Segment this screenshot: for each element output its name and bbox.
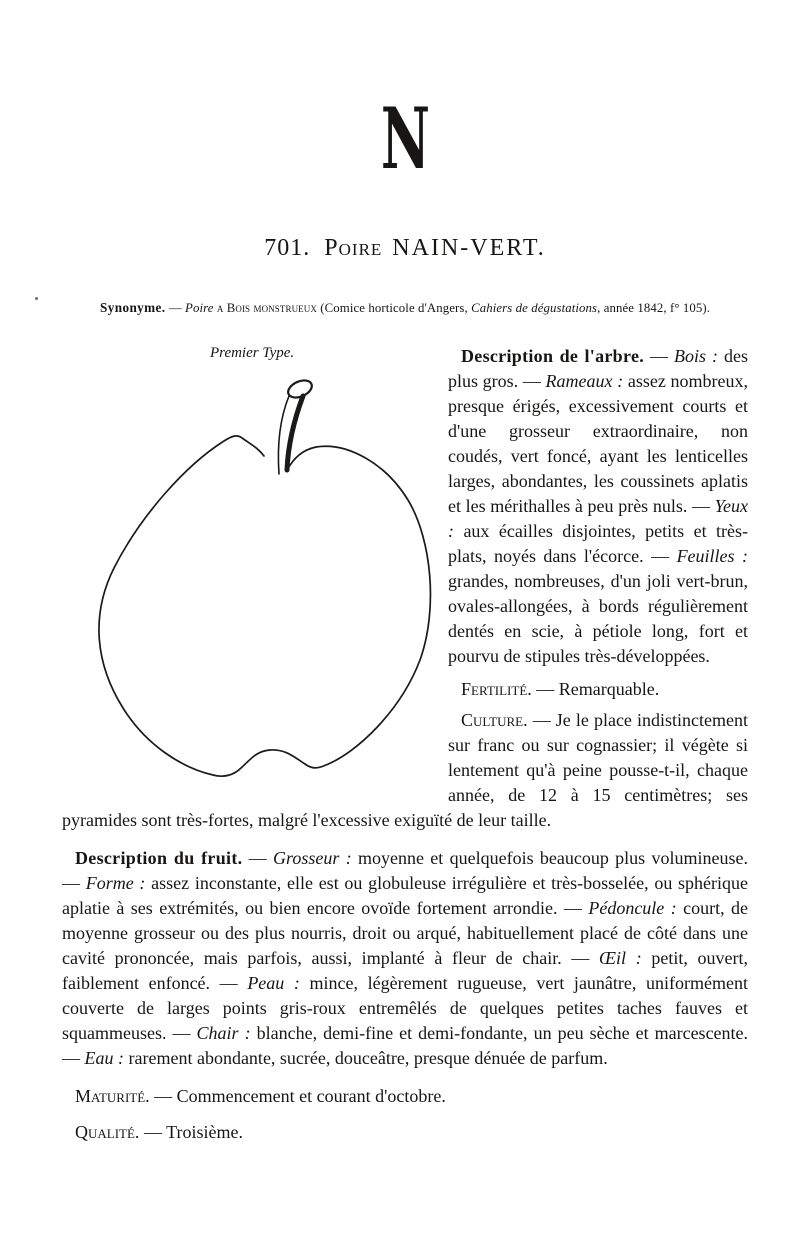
tree-feuilles-label: Feuilles : bbox=[676, 546, 749, 566]
synonym-species: Poire bbox=[185, 301, 214, 315]
fruit-oeil-label: Œil : bbox=[599, 948, 642, 968]
fruit-grosseur-label: Grosseur : bbox=[273, 848, 352, 868]
main-flow bbox=[62, 344, 748, 1145]
fruit-pedoncule-label: Pédoncule : bbox=[588, 898, 677, 918]
variety-name: NAIN-VERT. bbox=[392, 235, 546, 261]
fertility-label: Fertilité. bbox=[461, 679, 532, 699]
fruit-chair-label: Chair : bbox=[196, 1023, 251, 1043]
fruit-peau-text: mince, légèrement rugueuse, vert jaunâtre, uniformément couverte de larges points gris-roux entremêlés de quelques petites taches fauves et squammeuses. — bbox=[62, 973, 748, 1043]
tree-yeux-label: Yeux : bbox=[448, 496, 748, 541]
synonym-name: a Bois monstrueux bbox=[216, 301, 317, 315]
fertility-text: Remarquable. bbox=[558, 679, 660, 699]
culture-text: Je le place indistinctement sur franc ou sur cognassier; il végète si lentement qu'à peine pousse-t-il, chaque année, de 12 à 15 centimètres; ses pyramides sont très-fortes, malgré l'excessive exiguïté de leur taille. bbox=[62, 710, 748, 830]
fruit-forme-label: Forme : bbox=[85, 873, 146, 893]
fruit-description bbox=[62, 846, 748, 1071]
pear-illustration bbox=[86, 370, 438, 798]
tree-bois-label: Bois : bbox=[674, 346, 719, 366]
fruit-oeil-text: petit, ouvert, faiblement enfoncé. — bbox=[62, 948, 748, 993]
quality-line bbox=[62, 1120, 748, 1145]
fruit-heading: Description du fruit. bbox=[75, 848, 243, 868]
tree-bois-text: des plus gros. — bbox=[448, 346, 749, 391]
species-name: Poire bbox=[324, 235, 383, 261]
culture-label: Culture. bbox=[461, 710, 528, 730]
figure-caption: Premier Type. bbox=[210, 345, 295, 361]
fruit-peau-label: Peau : bbox=[247, 973, 300, 993]
quality-text: Troisième. bbox=[166, 1122, 243, 1142]
fruit-pedoncule-text: court, de moyenne grosseur ou des plus nourris, droit ou arqué, habituellement placé de côté dans une cavité prononcée, mais parfois, aussi, implanté à fleur de chair. — bbox=[62, 898, 749, 968]
dash: — bbox=[532, 710, 551, 730]
quality-label: Qualité. bbox=[75, 1122, 140, 1142]
synonym-source: (Comice horticole d'Angers, bbox=[320, 301, 468, 315]
pear-outline bbox=[99, 436, 431, 776]
dash: — bbox=[248, 848, 267, 868]
synonym-source-tail: année 1842, f° 105). bbox=[603, 301, 710, 315]
maturity-text: Commencement et courant d'octobre. bbox=[176, 1086, 446, 1106]
section-letter bbox=[62, 0, 748, 188]
tree-rameaux-label: Rameaux : bbox=[545, 371, 624, 391]
dash: — bbox=[536, 679, 555, 699]
page-title bbox=[62, 234, 748, 262]
tree-rameaux-text: assez nombreux, presque érigés, excessivement courts et d'une grosseur extraordinaire, non coudés, vert foncé, ayant les lenticelles larges, abondantes, les coussinets aplatis et les mérithalles à peu près nuls. — bbox=[448, 371, 749, 516]
synonym-line bbox=[62, 298, 748, 318]
tree-heading: Description de l'arbre. bbox=[461, 346, 645, 366]
scan-speck-icon bbox=[35, 297, 38, 300]
tree-feuilles-text: grandes, nombreuses, d'un joli vert-brun, ovales-allongées, à bords régulièrement dentés en scie, à pétiole long, fort et pourvu de stipules très-développées. bbox=[448, 571, 748, 666]
pear-figure bbox=[62, 344, 448, 798]
maturity-label: Maturité. bbox=[75, 1086, 150, 1106]
fruit-eau-text: rarement abondante, sucrée, douceâtre, presque dénuée de parfum. bbox=[128, 1048, 608, 1068]
maturity-line bbox=[62, 1084, 748, 1109]
dash: — bbox=[154, 1086, 173, 1106]
entry-number: 701. bbox=[264, 235, 311, 261]
synonym-source-title: Cahiers de dégustations, bbox=[471, 301, 601, 315]
section-letter-glyph: N bbox=[380, 89, 430, 188]
dash: — bbox=[143, 1122, 162, 1142]
tree-yeux-text: aux écailles disjointes, petits et très-plats, noyés dans l'écorce. — bbox=[448, 521, 749, 566]
fruit-eau-label: Eau : bbox=[84, 1048, 124, 1068]
synonym-label: Synonyme. bbox=[99, 300, 166, 315]
dash: — bbox=[650, 346, 669, 366]
fruit-forme-text: assez inconstante, elle est ou globuleuse irrégulière et très-bosselée, ou sphérique aplatie à ses extrémités, ou bien encore ovoïde fortement arrondie. — bbox=[62, 873, 749, 918]
pear-stalk-tip bbox=[286, 377, 315, 401]
fruit-grosseur-text: moyenne et quelquefois beaucoup plus volumineuse. — bbox=[62, 848, 748, 893]
dash: — bbox=[168, 301, 182, 315]
fruit-chair-text: blanche, demi-fine et demi-fondante, un peu sèche et marcescente. — bbox=[62, 1023, 749, 1068]
